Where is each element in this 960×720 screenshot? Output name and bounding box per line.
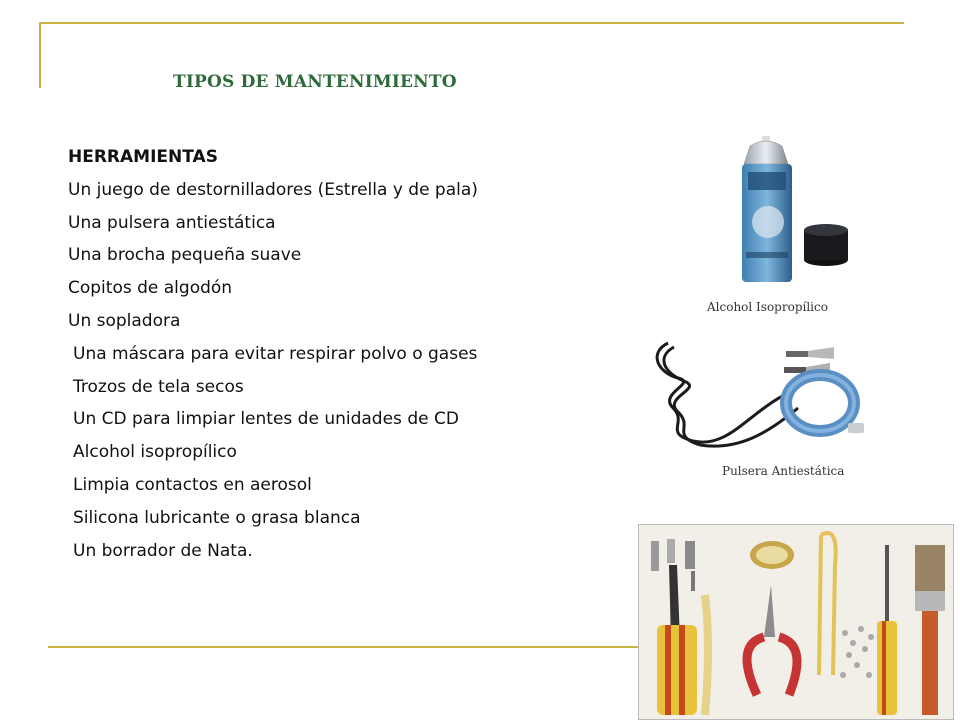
alcohol-spray-photo	[676, 132, 866, 292]
tools-item: Una pulsera antiestática	[68, 212, 276, 233]
tools-item: Un borrador de Nata.	[73, 540, 253, 561]
tools-item: Silicona lubricante o grasa blanca	[73, 507, 361, 528]
toolkit-photo	[638, 524, 954, 720]
wrist-caption: Pulsera Antiestática	[722, 464, 845, 478]
tools-item: Alcohol isopropílico	[73, 442, 237, 463]
tools-heading: HERRAMIENTAS	[68, 147, 218, 167]
tools-list	[68, 141, 478, 567]
tools-item: Un CD para limpiar lentes de unidades de CD	[73, 409, 459, 430]
tools-item: Copitos de algodón	[68, 278, 233, 299]
tools-item: Limpia contactos en aerosol	[73, 474, 312, 495]
spray-caption: Alcohol Isopropílico	[707, 300, 828, 314]
frame-left-rule	[39, 22, 41, 88]
tools-item: Una brocha pequeña suave	[68, 245, 302, 266]
tools-item: Una máscara para evitar respirar polvo o gases	[73, 343, 478, 364]
slide-title: TIPOS DE MANTENIMIENTO	[173, 72, 457, 92]
tools-item: Trozos de tela secos	[73, 376, 244, 397]
tools-item: Un juego de destornilladores (Estrella y de pala)	[68, 179, 478, 200]
frame-top-rule	[40, 22, 904, 24]
wrist-strap-photo	[648, 333, 870, 455]
tools-item: Un sopladora	[68, 310, 181, 331]
